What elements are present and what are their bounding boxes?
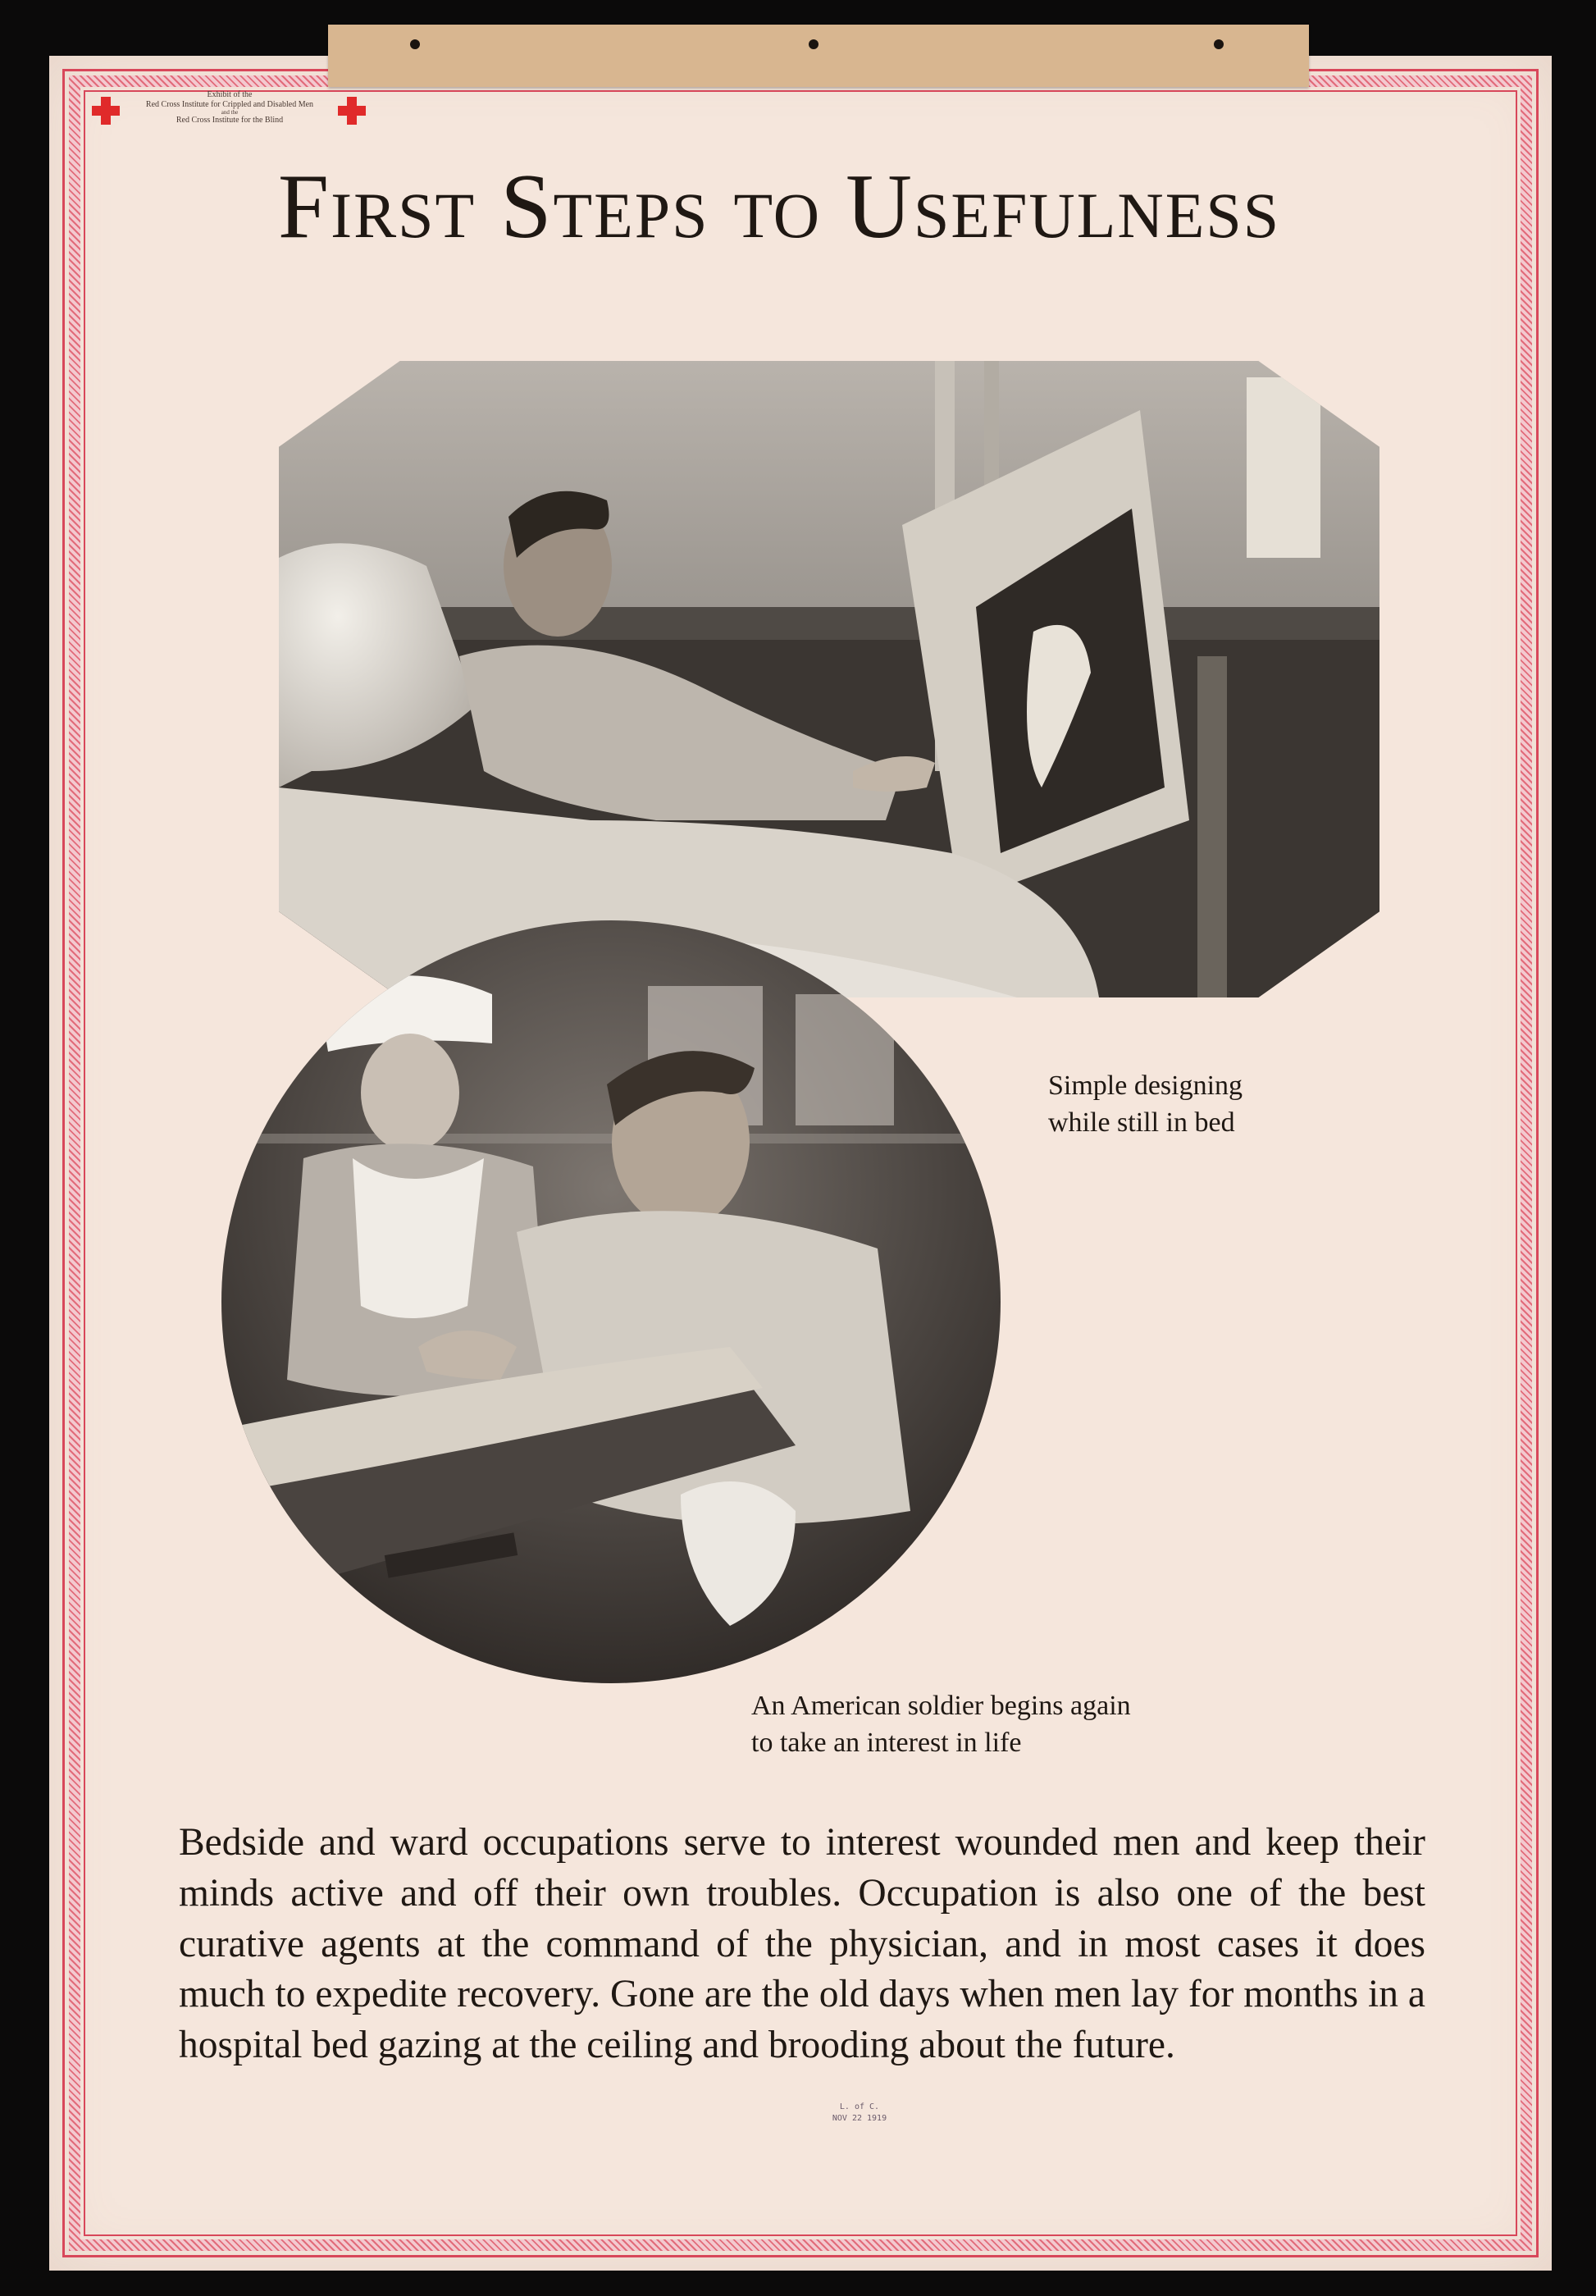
body-paragraph: Bedside and ward occupations serve to interest wounded men and keep their minds active and off their own troubles. Occupation is also one of the best curative agents at the command of the physician, and in most cases it does much to expedite recovery. Gone are the old days when men lay for months in a hospital bed gazing at the ceiling and brooding about the future. — [179, 1821, 1425, 2066]
exhibit-line: Red Cross Institute for Crippled and Disabled Men — [145, 99, 314, 109]
photo-bed-designing — [279, 361, 1379, 997]
stamp-line: L. of C. — [839, 2102, 880, 2111]
page-title: First Steps to Usefulness — [277, 156, 1281, 258]
photo-bed-designing-image — [279, 361, 1379, 997]
photo-soldier-nurse-image — [221, 920, 1001, 1683]
photo-soldier-nurse — [221, 920, 1001, 1683]
exhibit-line: and the — [221, 109, 239, 116]
red-cross-icon — [92, 97, 120, 125]
caption-top-line: while still in bed — [1048, 1107, 1235, 1138]
exhibit-line: Red Cross Institute for the Blind — [176, 116, 284, 126]
masking-tape — [328, 25, 1309, 87]
exhibit-header — [92, 87, 371, 136]
stamp-line: NOV 22 1919 — [832, 2114, 887, 2123]
caption-top-line: Simple designing — [1048, 1070, 1243, 1101]
pin-hole — [410, 39, 420, 49]
caption-bottom — [751, 1688, 1293, 1762]
caption-top — [1048, 1068, 1343, 1142]
exhibit-text — [128, 90, 331, 126]
pin-hole — [1214, 39, 1224, 49]
caption-bottom-line: An American soldier begins again — [751, 1691, 1131, 1721]
red-cross-icon — [338, 97, 366, 125]
library-stamp — [827, 2102, 892, 2125]
pin-hole — [809, 39, 819, 49]
exhibit-line: Exhibit of the — [207, 90, 253, 99]
caption-bottom-line: to take an interest in life — [751, 1727, 1022, 1758]
